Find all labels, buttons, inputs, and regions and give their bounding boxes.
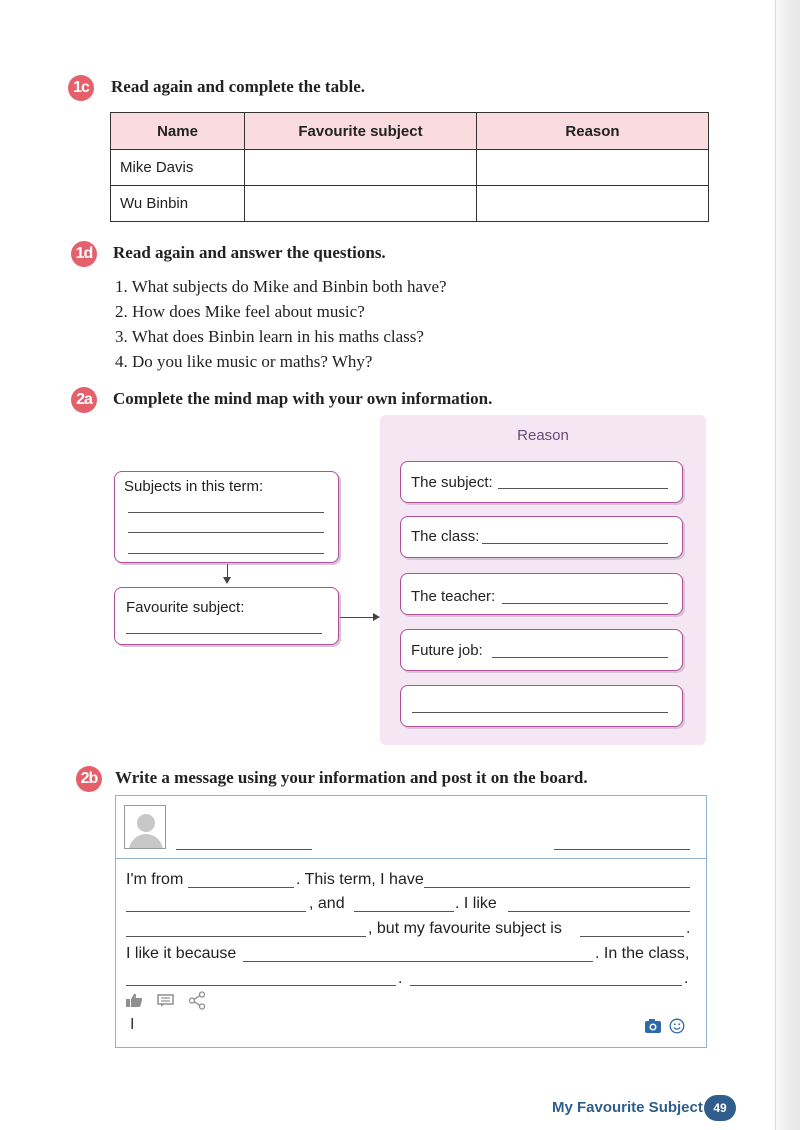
reason-answer-line[interactable] — [492, 657, 668, 658]
exercise-badge-2b: 2b — [76, 766, 102, 792]
message-text: I like it because — [126, 945, 237, 962]
favourite-box — [114, 587, 339, 645]
message-answer-line[interactable] — [126, 911, 306, 912]
reason-answer-line[interactable] — [502, 603, 668, 604]
exercise-badge-1c: 1c — [68, 75, 94, 101]
message-text: , but my favourite subject is — [368, 920, 562, 937]
question-item: 3. What does Binbin learn in his maths class? — [115, 327, 424, 346]
instruction-1c: Read again and complete the table. — [111, 77, 366, 96]
smiley-icon[interactable] — [669, 1018, 685, 1034]
exercise-badge-2a: 2a — [71, 387, 97, 413]
table-cell-reason[interactable] — [477, 150, 709, 186]
favourite-label: Favourite subject: — [126, 599, 245, 616]
question-item: 1. What subjects do Mike and Binbin both have? — [115, 277, 447, 296]
question-item: 2. How does Mike feel about music? — [115, 302, 365, 321]
page-edge-line — [775, 0, 776, 1130]
thumbs-up-icon[interactable] — [125, 992, 143, 1008]
favourite-answer-line[interactable] — [126, 633, 322, 634]
name-answer-line[interactable] — [176, 849, 312, 850]
subjects-answer-line[interactable] — [128, 512, 324, 513]
question-list — [115, 274, 447, 374]
text-cursor: I — [130, 1016, 135, 1033]
message-text: . — [398, 970, 403, 987]
subjects-answer-line[interactable] — [128, 532, 324, 533]
message-text: . I like — [455, 895, 497, 912]
date-answer-line[interactable] — [554, 849, 690, 850]
table-header-row — [111, 113, 709, 150]
table-cell-favourite-subject[interactable] — [245, 150, 477, 186]
page-edge-shadow — [772, 0, 800, 1130]
message-answer-line[interactable] — [424, 887, 690, 888]
message-text: . In the class, — [595, 945, 690, 962]
message-answer-line[interactable] — [508, 911, 690, 912]
arrow-right-icon — [373, 613, 380, 621]
reason-box-blank — [400, 685, 683, 727]
instruction-2a: Complete the mind map with your own information. — [113, 389, 493, 408]
table-cell-name: Wu Binbin — [111, 186, 245, 222]
table-header-name: Name — [111, 113, 245, 150]
message-answer-line[interactable] — [354, 911, 454, 912]
connector-line — [227, 564, 228, 578]
message-answer-line[interactable] — [410, 985, 682, 986]
instruction-1d: Read again and answer the questions. — [113, 243, 386, 262]
message-answer-line[interactable] — [188, 887, 294, 888]
message-text: I'm from — [126, 871, 184, 888]
subjects-label: Subjects in this term: — [124, 478, 264, 495]
table-row — [111, 186, 709, 222]
exercise-badge-1d: 1d — [71, 241, 97, 267]
subjects-answer-line[interactable] — [128, 553, 324, 554]
page-number: 49 — [704, 1095, 736, 1121]
message-text: , and — [309, 895, 345, 912]
share-icon[interactable] — [188, 991, 206, 1010]
reason-answer-line[interactable] — [482, 543, 668, 544]
reason-label-future-job: Future job: — [411, 642, 483, 659]
message-answer-line[interactable] — [126, 985, 396, 986]
table-header-reason: Reason — [477, 113, 709, 150]
reason-panel-title: Reason — [517, 427, 569, 444]
question-item: 4. Do you like music or maths? Why? — [115, 352, 373, 371]
table-cell-favourite-subject[interactable] — [245, 186, 477, 222]
avatar — [124, 805, 166, 849]
reason-label-subject: The subject: — [411, 474, 493, 491]
reason-label-teacher: The teacher: — [411, 588, 496, 605]
message-text: . — [686, 920, 691, 937]
reason-label-class: The class: — [411, 528, 480, 545]
message-text: . — [684, 970, 689, 987]
comment-icon[interactable] — [157, 994, 174, 1008]
message-board-divider — [115, 858, 707, 859]
table-cell-reason[interactable] — [477, 186, 709, 222]
completion-table — [110, 112, 709, 222]
message-answer-line[interactable] — [580, 936, 684, 937]
table-row — [111, 150, 709, 186]
camera-icon[interactable] — [644, 1018, 662, 1034]
message-answer-line[interactable] — [126, 936, 366, 937]
table-header-favourite-subject: Favourite subject — [245, 113, 477, 150]
reason-answer-line[interactable] — [498, 488, 668, 489]
arrow-down-icon — [223, 577, 231, 584]
message-text: . This term, I have — [296, 871, 424, 888]
connector-line — [340, 617, 374, 618]
reason-answer-line[interactable] — [412, 712, 668, 713]
instruction-2b: Write a message using your information and post it on the board. — [115, 768, 588, 787]
footer-unit-title: My Favourite Subject — [552, 1099, 703, 1116]
message-answer-line[interactable] — [243, 961, 593, 962]
table-cell-name: Mike Davis — [111, 150, 245, 186]
